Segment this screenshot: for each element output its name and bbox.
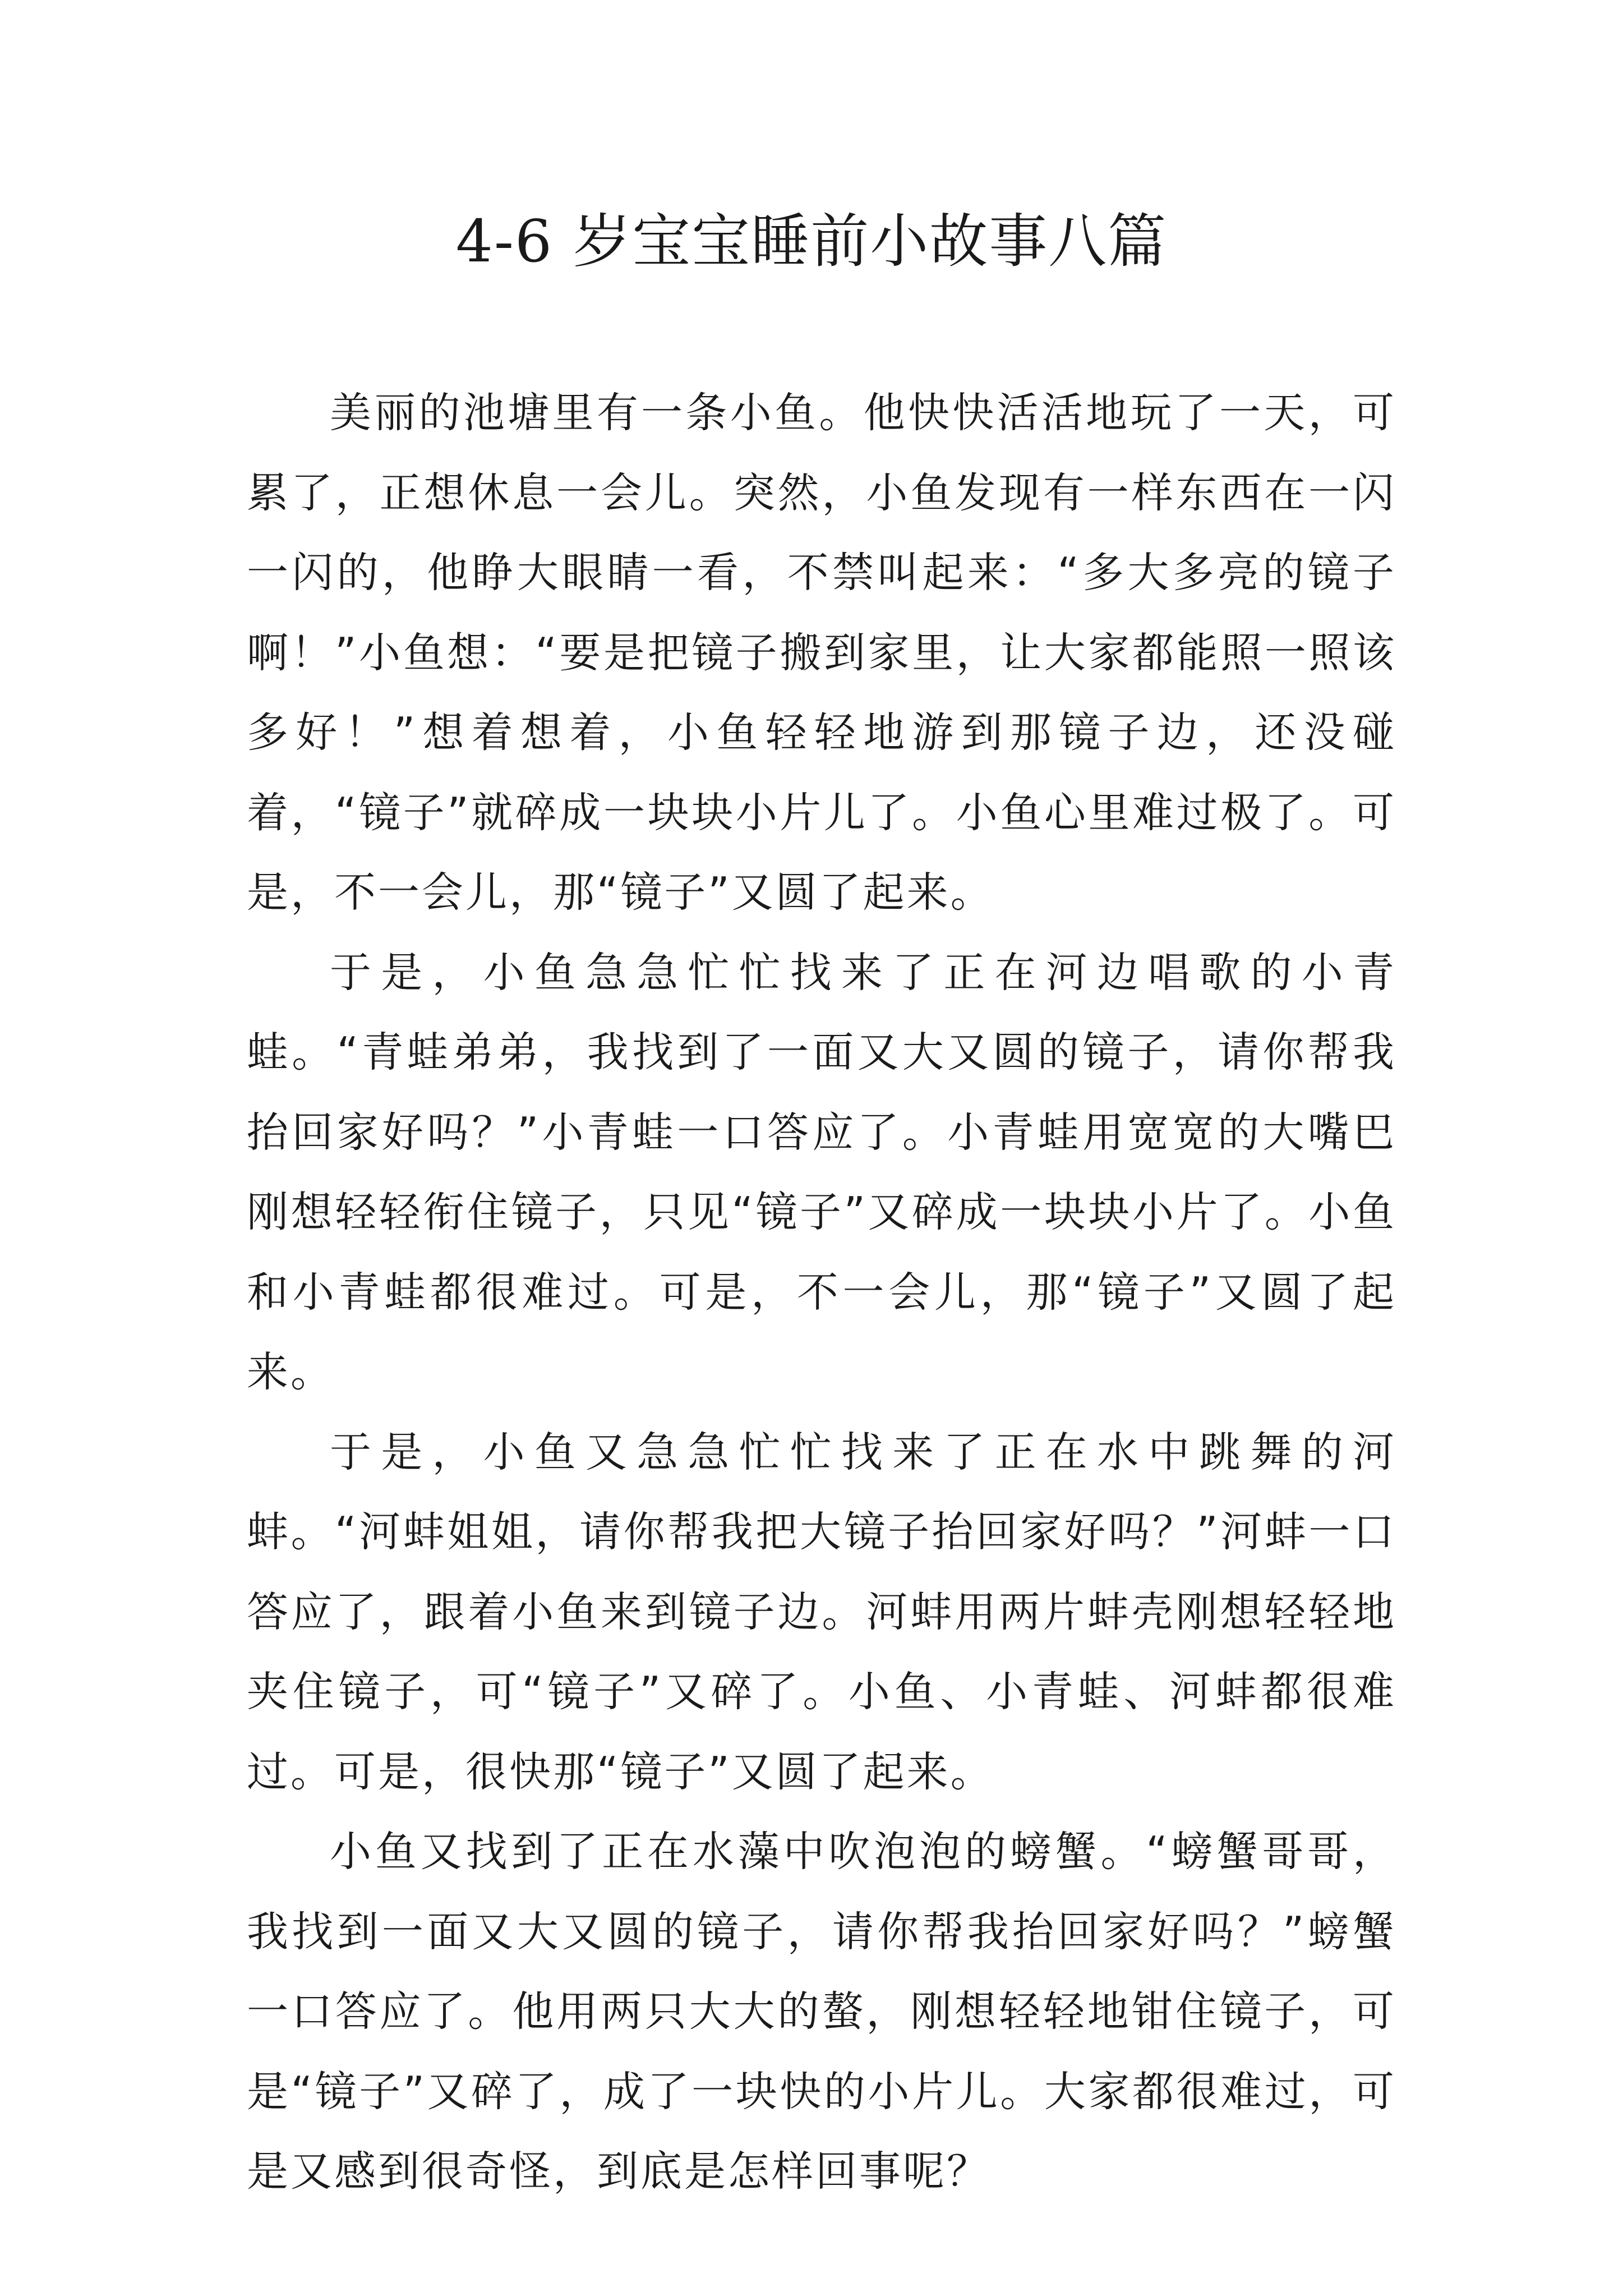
paragraph: 于是，小鱼又急急忙忙找来了正在水中跳舞的河蚌。“河蚌姐姐，请你帮我把大镜子抬回家好吗？”河蚌一口答应了，跟着小鱼来到镜子边。河蚌用两片蚌壳刚想轻轻地夹住镜子，可“镜子”又碎了。小鱼、小青蛙、河蚌都很难过。可是，很快那“镜子”又圆了起来。 [247, 1428, 1396, 1796]
story-body [247, 373, 1396, 2212]
paragraph: 于是，小鱼急急忙忙找来了正在河边唱歌的小青蛙。“青蛙弟弟，我找到了一面又大又圆的镜子，请你帮我抬回家好吗？”小青蛙一口答应了。小青蛙用宽宽的大嘴巴刚想轻轻衔住镜子，只见“镜子”又碎成一块块小片了。小鱼和小青蛙都很难过。可是，不一会儿，那“镜子”又圆了起来。 [247, 948, 1396, 1396]
paragraph: 小鱼又找到了正在水藻中吹泡泡的螃蟹。“螃蟹哥哥，我找到一面又大又圆的镜子，请你帮我抬回家好吗？”螃蟹一口答应了。他用两只大大的螯，刚想轻轻地钳住镜子，可是“镜子”又碎了，成了一块快的小片儿。大家都很难过，可是又感到很奇怪，到底是怎样回事呢？ [247, 1828, 1396, 2196]
paragraph: 美丽的池塘里有一条小鱼。他快快活活地玩了一天，可累了，正想休息一会儿。突然，小鱼发现有一样东西在一闪一闪的，他睁大眼睛一看，不禁叫起来：“多大多亮的镜子啊！”小鱼想：“要是把镜子搬到家里，让大家都能照一照该多好！”想着想着，小鱼轻轻地游到那镜子边，还没碰着，“镜子”就碎成一块块小片儿了。小鱼心里难过极了。可是，不一会儿，那“镜子”又圆了起来。 [247, 389, 1396, 917]
document-title: 4-6 岁宝宝睡前小故事八篇 [455, 207, 1168, 275]
